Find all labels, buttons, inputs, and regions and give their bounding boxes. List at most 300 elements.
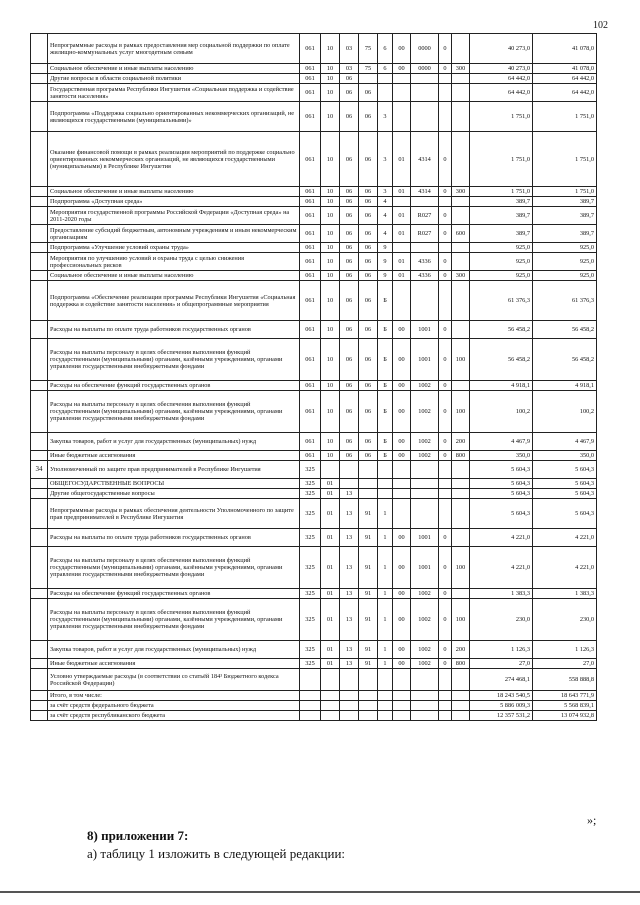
code-cell: 00: [393, 381, 411, 391]
code-cell: [393, 243, 411, 253]
code-cell: 10: [321, 339, 340, 381]
table-row: [31, 253, 597, 271]
code-cell: 9: [378, 243, 393, 253]
table-row: [31, 701, 597, 711]
code-cell: 0000: [411, 64, 439, 74]
code-cell: [393, 84, 411, 102]
value-year2-cell: 389,7: [533, 225, 597, 243]
row-index-cell: [31, 74, 48, 84]
code-cell: Б: [378, 281, 393, 321]
row-name-cell: Социальное обеспечение и иные выплаты населению: [48, 64, 300, 74]
value-year2-cell: 1 126,3: [533, 641, 597, 659]
table-row: [31, 243, 597, 253]
value-year2-cell: 5 604,3: [533, 489, 597, 499]
code-cell: [452, 74, 470, 84]
code-cell: 91: [359, 499, 378, 529]
value-year2-cell: 41 078,0: [533, 64, 597, 74]
code-cell: 1002: [411, 599, 439, 641]
code-cell: 10: [321, 391, 340, 433]
code-cell: 6: [378, 64, 393, 74]
row-name-cell: Другие вопросы в области социальной политики: [48, 74, 300, 84]
value-year1-cell: 925,0: [470, 253, 533, 271]
code-cell: 061: [300, 84, 321, 102]
code-cell: [393, 669, 411, 691]
code-cell: 0: [439, 187, 452, 197]
code-cell: [439, 243, 452, 253]
code-cell: 06: [359, 102, 378, 132]
code-cell: [393, 479, 411, 489]
code-cell: 1002: [411, 381, 439, 391]
row-index-cell: [31, 281, 48, 321]
code-cell: [439, 102, 452, 132]
code-cell: 1002: [411, 589, 439, 599]
code-cell: 0: [439, 641, 452, 659]
code-cell: [300, 711, 321, 721]
code-cell: 1: [378, 499, 393, 529]
row-name-cell: Мероприятия по улучшению условий и охраны труда с целью снижения профессиональных рисков: [48, 253, 300, 271]
code-cell: 06: [340, 207, 359, 225]
code-cell: [378, 74, 393, 84]
value-year2-cell: 1 751,0: [533, 132, 597, 187]
code-cell: [411, 669, 439, 691]
code-cell: 3: [378, 187, 393, 197]
code-cell: 06: [340, 74, 359, 84]
code-cell: [411, 243, 439, 253]
code-cell: [439, 197, 452, 207]
row-name-cell: Расходы на обеспечение функций государственных органов: [48, 381, 300, 391]
row-index-cell: [31, 34, 48, 64]
code-cell: [452, 243, 470, 253]
code-cell: 06: [359, 225, 378, 243]
code-cell: 0: [439, 271, 452, 281]
code-cell: 91: [359, 599, 378, 641]
table-row: [31, 433, 597, 451]
code-cell: 06: [359, 197, 378, 207]
code-cell: 0: [439, 381, 452, 391]
code-cell: 0000: [411, 34, 439, 64]
value-year1-cell: 925,0: [470, 243, 533, 253]
code-cell: 00: [393, 641, 411, 659]
code-cell: 0: [439, 589, 452, 599]
code-cell: Б: [378, 391, 393, 433]
code-cell: [411, 489, 439, 499]
row-name-cell: Расходы на выплаты персоналу в целях обеспечения выполнения функций государственными (муниципальными) органами, казёнными учреждениями, органами управления государственными внебюджетными фондами: [48, 599, 300, 641]
row-name-cell: Расходы на обеспечение функций государственных органов: [48, 589, 300, 599]
value-year2-cell: 64 442,0: [533, 74, 597, 84]
table-row: [31, 339, 597, 381]
code-cell: [452, 711, 470, 721]
code-cell: 01: [393, 253, 411, 271]
code-cell: [411, 84, 439, 102]
code-cell: 13: [340, 529, 359, 547]
code-cell: 06: [340, 321, 359, 339]
code-cell: 200: [452, 641, 470, 659]
code-cell: 0: [439, 253, 452, 271]
row-name-cell: Расходы на выплаты по оплате труда работников государственных органов: [48, 529, 300, 547]
value-year1-cell: 274 468,1: [470, 669, 533, 691]
appendix-text: а) таблицу 1 изложить в следующей редакции:: [87, 846, 346, 861]
code-cell: 0: [439, 34, 452, 64]
value-year2-cell: 350,0: [533, 451, 597, 461]
code-cell: 9: [378, 271, 393, 281]
code-cell: [393, 691, 411, 701]
value-year1-cell: 1 751,0: [470, 132, 533, 187]
value-year1-cell: 925,0: [470, 271, 533, 281]
code-cell: [359, 74, 378, 84]
code-cell: [359, 701, 378, 711]
value-year1-cell: 1 751,0: [470, 102, 533, 132]
row-name-cell: за счёт средств республиканского бюджета: [48, 711, 300, 721]
code-cell: 0: [439, 391, 452, 433]
code-cell: 10: [321, 271, 340, 281]
appendix-title: 8) приложении 7:: [87, 828, 189, 843]
row-index-cell: [31, 701, 48, 711]
row-name-cell: Расходы на выплаты персоналу в целях обеспечения выполнения функций государственными (муниципальными) органами, казёнными учреждениями, органами управления государственными внебюджетными фондами: [48, 391, 300, 433]
code-cell: [411, 701, 439, 711]
value-year2-cell: 13 074 932,8: [533, 711, 597, 721]
code-cell: 0: [439, 207, 452, 225]
code-cell: [452, 499, 470, 529]
row-index-cell: [31, 381, 48, 391]
code-cell: 061: [300, 207, 321, 225]
code-cell: [439, 669, 452, 691]
code-cell: [378, 711, 393, 721]
code-cell: [452, 102, 470, 132]
code-cell: 0: [439, 433, 452, 451]
table-body: [31, 34, 597, 721]
row-name-cell: Оказание финансовой помощи в рамках реализации мероприятий по поддержке социально ориентированных некоммерческих организаций, не являющихся государственными (муниципальными) в Республике Ингушетия: [48, 132, 300, 187]
code-cell: 13: [340, 659, 359, 669]
code-cell: 325: [300, 589, 321, 599]
code-cell: 600: [452, 225, 470, 243]
code-cell: 061: [300, 132, 321, 187]
table-row: [31, 187, 597, 197]
value-year2-cell: 64 442,0: [533, 84, 597, 102]
value-year2-cell: 558 888,8: [533, 669, 597, 691]
code-cell: 06: [359, 433, 378, 451]
table-row: [31, 489, 597, 499]
code-cell: 061: [300, 243, 321, 253]
code-cell: [393, 461, 411, 479]
row-index-cell: [31, 669, 48, 691]
row-index-cell: [31, 253, 48, 271]
value-year1-cell: 4 467,9: [470, 433, 533, 451]
code-cell: 00: [393, 391, 411, 433]
code-cell: R027: [411, 225, 439, 243]
code-cell: 00: [393, 529, 411, 547]
code-cell: [452, 132, 470, 187]
closing-mark: »;: [587, 813, 597, 827]
code-cell: 061: [300, 102, 321, 132]
code-cell: 061: [300, 391, 321, 433]
row-name-cell: Подпрограмма «Доступная среда»: [48, 197, 300, 207]
value-year2-cell: 925,0: [533, 243, 597, 253]
code-cell: 061: [300, 281, 321, 321]
value-year1-cell: 64 442,0: [470, 84, 533, 102]
table-row: [31, 691, 597, 701]
value-year1-cell: 61 376,3: [470, 281, 533, 321]
value-year1-cell: 40 273,0: [470, 34, 533, 64]
code-cell: 0: [439, 64, 452, 74]
value-year1-cell: 389,7: [470, 197, 533, 207]
code-cell: [359, 479, 378, 489]
code-cell: 0: [439, 529, 452, 547]
code-cell: 10: [321, 102, 340, 132]
code-cell: 0: [439, 132, 452, 187]
row-name-cell: Закупка товаров, работ и услуг для государственных (муниципальных) нужд: [48, 433, 300, 451]
value-year2-cell: 1 383,3: [533, 589, 597, 599]
row-index-cell: [31, 271, 48, 281]
table-row: [31, 391, 597, 433]
value-year1-cell: 5 604,3: [470, 479, 533, 489]
row-name-cell: ОБЩЕГОСУДАРСТВЕННЫЕ ВОПРОСЫ: [48, 479, 300, 489]
code-cell: 10: [321, 281, 340, 321]
code-cell: 06: [359, 84, 378, 102]
code-cell: [321, 461, 340, 479]
code-cell: [452, 691, 470, 701]
code-cell: 4314: [411, 187, 439, 197]
table-row: [31, 321, 597, 339]
bottom-divider: [0, 891, 640, 893]
row-name-cell: Условно утверждаемые расходы (в соответствии со статьёй 184¹ Бюджетного кодекса Российской Федерации): [48, 669, 300, 691]
code-cell: [393, 701, 411, 711]
table-row: [31, 64, 597, 74]
code-cell: [300, 701, 321, 711]
code-cell: 0: [439, 225, 452, 243]
code-cell: [378, 489, 393, 499]
row-index-cell: [31, 479, 48, 489]
table-row: [31, 589, 597, 599]
row-index-cell: [31, 547, 48, 589]
code-cell: 1001: [411, 339, 439, 381]
code-cell: [300, 669, 321, 691]
code-cell: 061: [300, 321, 321, 339]
code-cell: [411, 499, 439, 529]
code-cell: 061: [300, 253, 321, 271]
value-year1-cell: 4 221,0: [470, 547, 533, 589]
code-cell: [378, 461, 393, 479]
value-year2-cell: 100,2: [533, 391, 597, 433]
page-number: 102: [593, 20, 608, 31]
row-name-cell: Иные бюджетные ассигнования: [48, 451, 300, 461]
code-cell: 13: [340, 641, 359, 659]
code-cell: 06: [340, 102, 359, 132]
row-name-cell: Непрограммные расходы в рамках предоставления мер социальной поддержки по оплате жилищно-коммунальных услуг многодетным семьям: [48, 34, 300, 64]
code-cell: 06: [340, 84, 359, 102]
row-index-cell: [31, 433, 48, 451]
code-cell: [411, 197, 439, 207]
row-index-cell: [31, 84, 48, 102]
code-cell: 06: [340, 281, 359, 321]
code-cell: [393, 711, 411, 721]
code-cell: 800: [452, 451, 470, 461]
value-year2-cell: 1 751,0: [533, 187, 597, 197]
value-year2-cell: 925,0: [533, 271, 597, 281]
code-cell: 10: [321, 197, 340, 207]
code-cell: 06: [359, 243, 378, 253]
code-cell: [359, 711, 378, 721]
code-cell: [452, 381, 470, 391]
code-cell: 75: [359, 34, 378, 64]
code-cell: 100: [452, 599, 470, 641]
code-cell: 00: [393, 451, 411, 461]
value-year1-cell: 4 221,0: [470, 529, 533, 547]
code-cell: 91: [359, 641, 378, 659]
code-cell: 06: [359, 253, 378, 271]
code-cell: 06: [340, 433, 359, 451]
code-cell: Б: [378, 339, 393, 381]
code-cell: 325: [300, 461, 321, 479]
code-cell: 06: [340, 243, 359, 253]
code-cell: 061: [300, 197, 321, 207]
row-index-cell: [31, 499, 48, 529]
code-cell: 06: [340, 225, 359, 243]
code-cell: 061: [300, 451, 321, 461]
code-cell: 1: [378, 589, 393, 599]
code-cell: 06: [359, 339, 378, 381]
code-cell: [321, 701, 340, 711]
code-cell: [452, 529, 470, 547]
code-cell: 10: [321, 74, 340, 84]
row-index-cell: [31, 691, 48, 701]
value-year1-cell: 1 751,0: [470, 187, 533, 197]
code-cell: 4: [378, 207, 393, 225]
budget-table: [30, 33, 597, 721]
code-cell: 10: [321, 84, 340, 102]
code-cell: 300: [452, 64, 470, 74]
row-index-cell: [31, 529, 48, 547]
table-row: [31, 529, 597, 547]
table-row: [31, 74, 597, 84]
code-cell: 100: [452, 391, 470, 433]
value-year1-cell: 389,7: [470, 207, 533, 225]
code-cell: 1: [378, 659, 393, 669]
code-cell: 06: [359, 281, 378, 321]
code-cell: 4: [378, 197, 393, 207]
code-cell: 200: [452, 433, 470, 451]
code-cell: 06: [340, 339, 359, 381]
code-cell: 06: [359, 187, 378, 197]
row-name-cell: Социальное обеспечение и иные выплаты населению: [48, 187, 300, 197]
row-name-cell: Непрограммные расходы в рамках обеспечения деятельности Уполномоченного по защите прав предпринимателей в Республике Ингушетия: [48, 499, 300, 529]
value-year2-cell: 41 078,0: [533, 34, 597, 64]
row-index-cell: [31, 197, 48, 207]
code-cell: 06: [340, 381, 359, 391]
code-cell: 4336: [411, 253, 439, 271]
code-cell: [340, 479, 359, 489]
row-index-cell: [31, 451, 48, 461]
value-year2-cell: 4 221,0: [533, 529, 597, 547]
code-cell: [411, 74, 439, 84]
code-cell: [452, 207, 470, 225]
code-cell: 300: [452, 187, 470, 197]
code-cell: 00: [393, 659, 411, 669]
code-cell: 1: [378, 547, 393, 589]
table-row: [31, 711, 597, 721]
code-cell: [378, 669, 393, 691]
code-cell: [452, 197, 470, 207]
value-year2-cell: 4 221,0: [533, 547, 597, 589]
code-cell: 061: [300, 381, 321, 391]
code-cell: 4314: [411, 132, 439, 187]
code-cell: [452, 589, 470, 599]
code-cell: 10: [321, 187, 340, 197]
value-year2-cell: 56 458,2: [533, 321, 597, 339]
code-cell: 10: [321, 433, 340, 451]
code-cell: [393, 281, 411, 321]
row-name-cell: Подпрограмма «Обеспечение реализации программы Республики Ингушетия «Социальная поддержка и содействие занятости населения» и общепрограммные мероприятия: [48, 281, 300, 321]
code-cell: 10: [321, 64, 340, 74]
row-name-cell: Подпрограмма «Поддержка социально ориентированных некоммерческих организаций, не являющихся государственными (муниципальными)»: [48, 102, 300, 132]
code-cell: 10: [321, 132, 340, 187]
code-cell: [378, 701, 393, 711]
code-cell: 1001: [411, 529, 439, 547]
row-index-cell: [31, 599, 48, 641]
code-cell: 06: [359, 321, 378, 339]
table-row: [31, 381, 597, 391]
value-year1-cell: 1 383,3: [470, 589, 533, 599]
value-year2-cell: 5 604,3: [533, 461, 597, 479]
row-name-cell: Другие общегосударственные вопросы: [48, 489, 300, 499]
table-row: [31, 197, 597, 207]
code-cell: 06: [340, 391, 359, 433]
code-cell: [452, 321, 470, 339]
value-year2-cell: 389,7: [533, 197, 597, 207]
row-name-cell: Иные бюджетные ассигнования: [48, 659, 300, 669]
code-cell: [378, 691, 393, 701]
code-cell: 13: [340, 489, 359, 499]
row-index-cell: [31, 659, 48, 669]
code-cell: 325: [300, 547, 321, 589]
code-cell: [359, 461, 378, 479]
code-cell: 00: [393, 547, 411, 589]
code-cell: 13: [340, 599, 359, 641]
code-cell: 01: [393, 187, 411, 197]
code-cell: 06: [340, 187, 359, 197]
code-cell: [439, 691, 452, 701]
code-cell: 10: [321, 253, 340, 271]
row-index-cell: [31, 589, 48, 599]
code-cell: Б: [378, 321, 393, 339]
code-cell: 0: [439, 339, 452, 381]
value-year1-cell: 40 273,0: [470, 64, 533, 74]
code-cell: [359, 669, 378, 691]
code-cell: 06: [359, 271, 378, 281]
code-cell: 06: [340, 132, 359, 187]
row-name-cell: Социальное обеспечение и иные выплаты населению: [48, 271, 300, 281]
code-cell: 1001: [411, 321, 439, 339]
code-cell: 1: [378, 641, 393, 659]
code-cell: 0: [439, 547, 452, 589]
table-row: [31, 102, 597, 132]
row-index-cell: [31, 489, 48, 499]
value-year2-cell: 925,0: [533, 253, 597, 271]
code-cell: [340, 461, 359, 479]
code-cell: [321, 711, 340, 721]
value-year2-cell: 61 376,3: [533, 281, 597, 321]
code-cell: [411, 479, 439, 489]
code-cell: 00: [393, 34, 411, 64]
code-cell: 10: [321, 321, 340, 339]
row-name-cell: Государственная программа Республики Ингушетия «Социальная поддержка и содействие занятости населения»: [48, 84, 300, 102]
code-cell: 06: [340, 197, 359, 207]
code-cell: 0: [439, 451, 452, 461]
value-year1-cell: 1 126,3: [470, 641, 533, 659]
code-cell: 9: [378, 253, 393, 271]
value-year1-cell: 18 243 540,5: [470, 691, 533, 701]
code-cell: Б: [378, 433, 393, 451]
value-year1-cell: 27,0: [470, 659, 533, 669]
